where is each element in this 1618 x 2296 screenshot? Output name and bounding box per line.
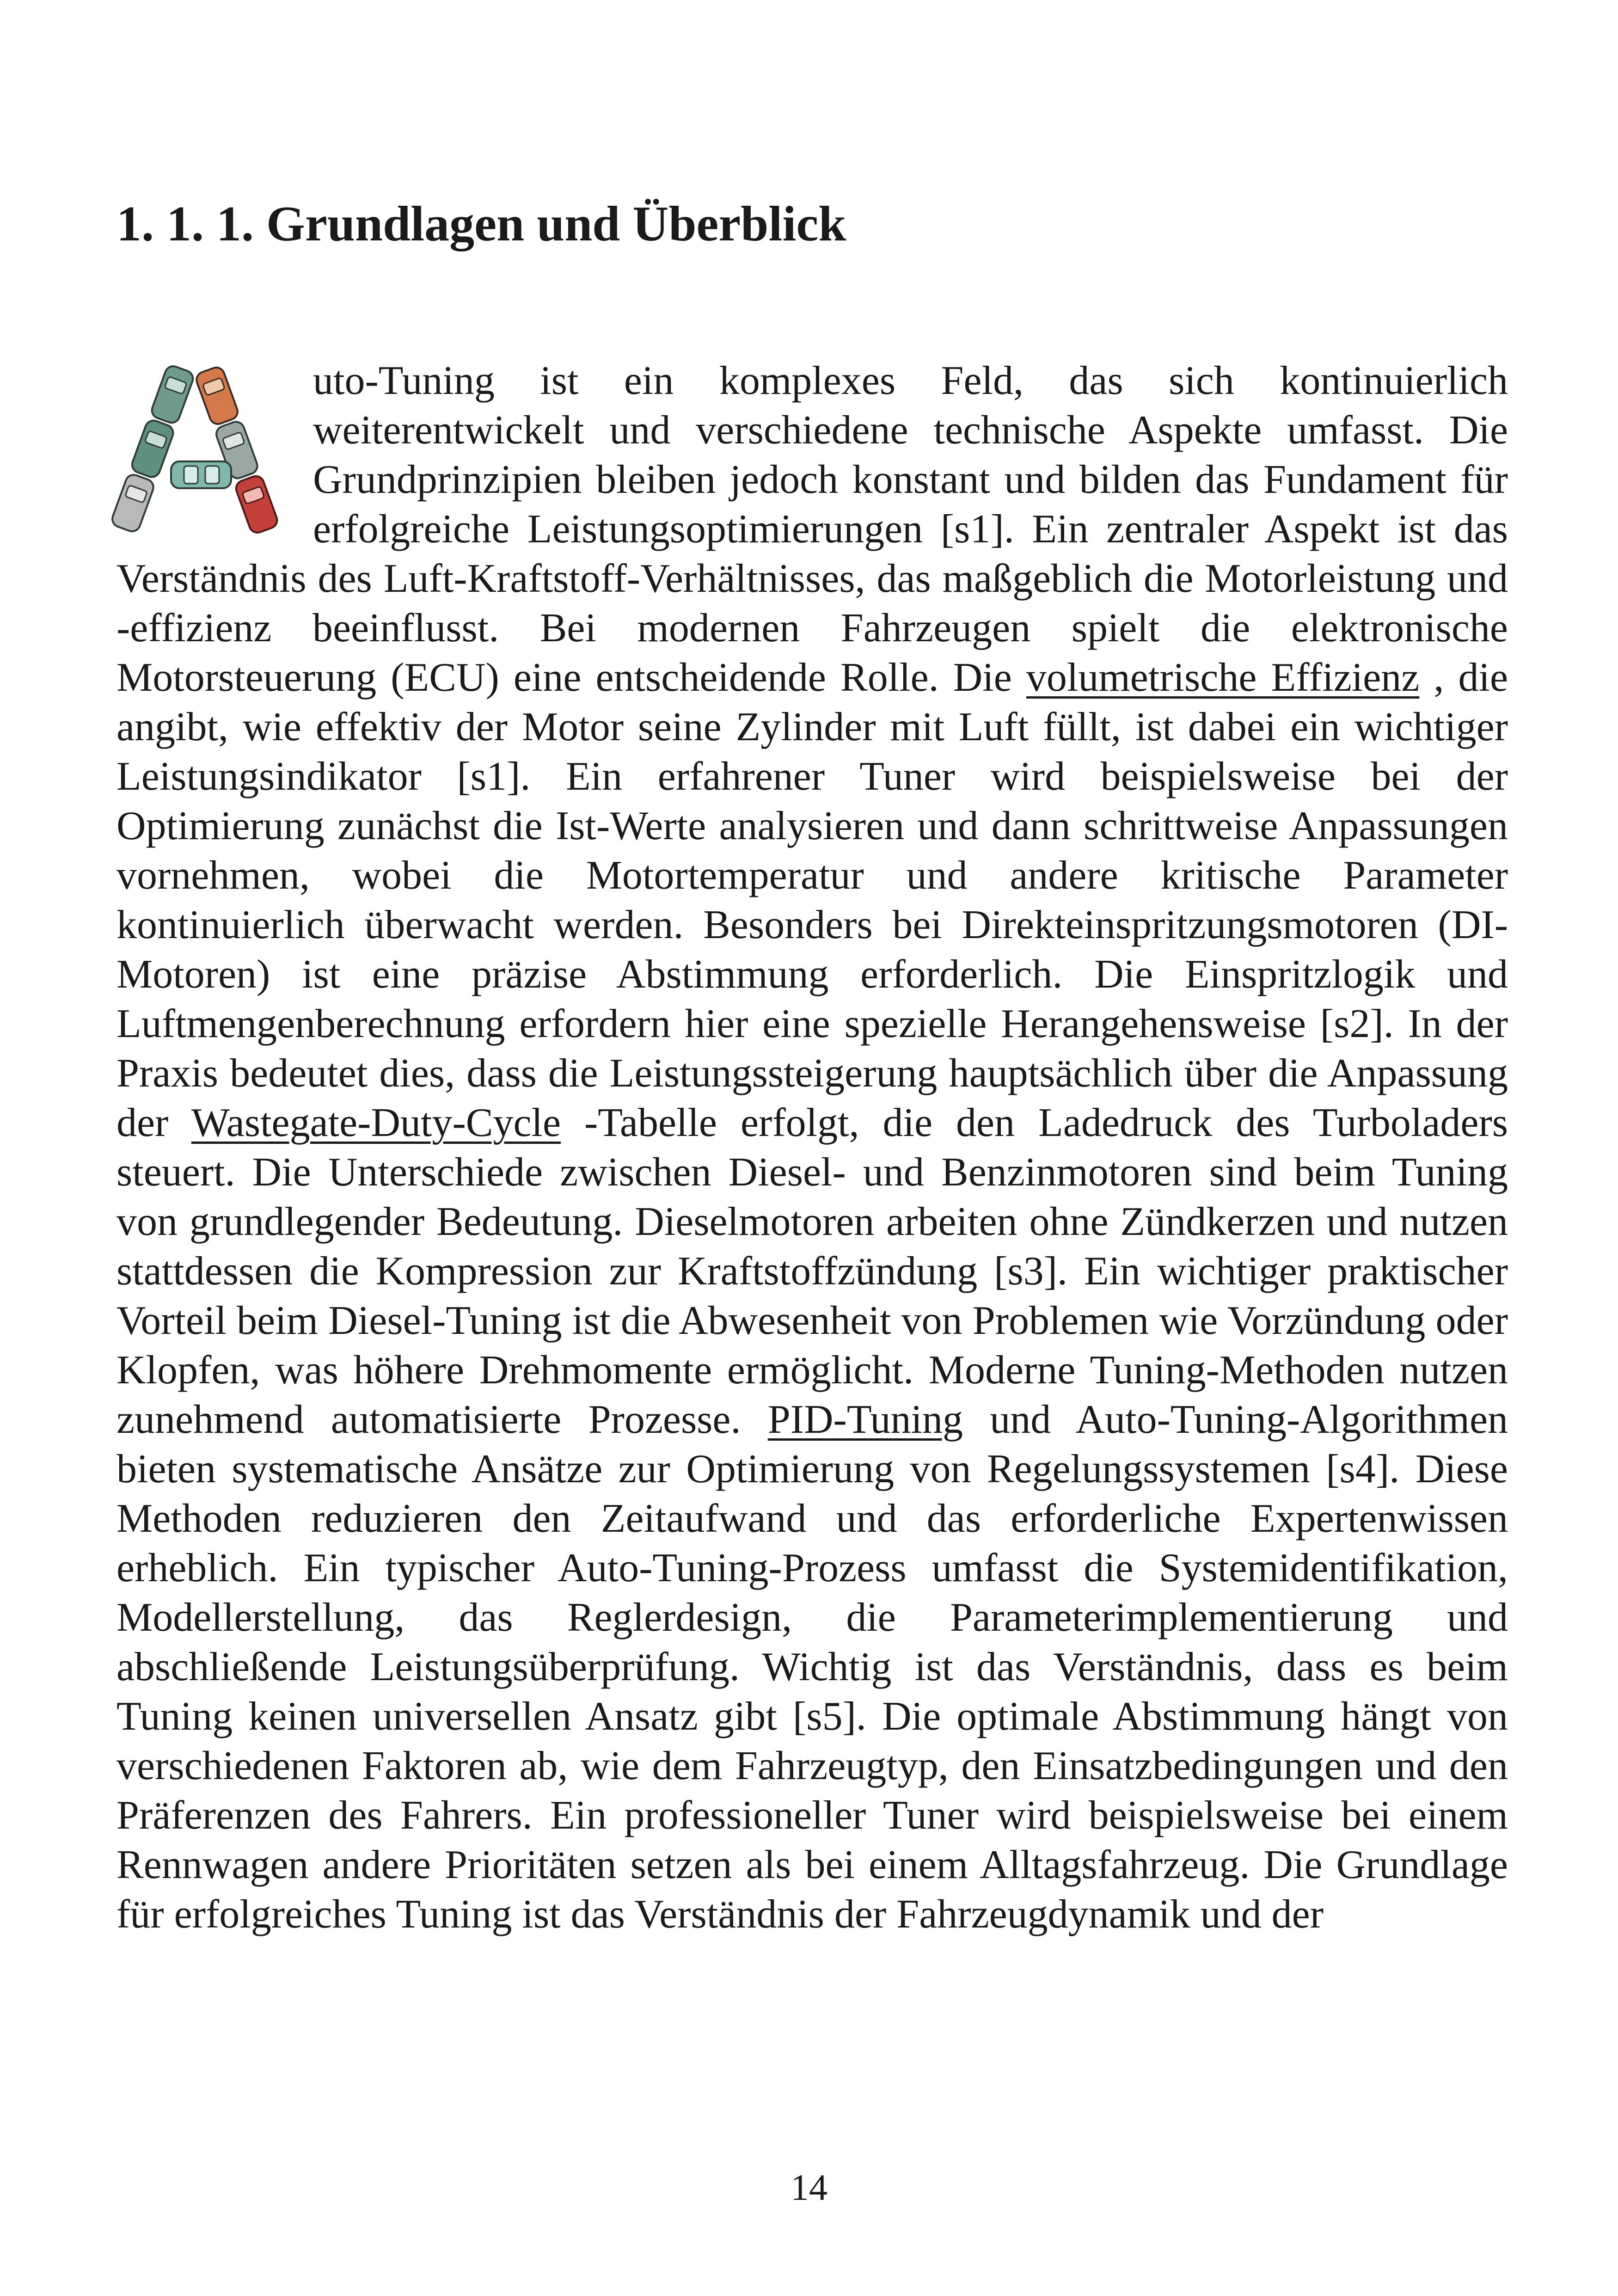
link-pid-tuning[interactable]: PID-Tuning bbox=[767, 1397, 963, 1442]
page-number: 14 bbox=[791, 2167, 827, 2208]
paragraph-text-2: , die angibt, wie effektiv der Motor seine Zylinder mit Luft füllt, ist dabei ein wichtiger Leistungsindikator [s1]. Ein erfahrener Tuner wird beispielsweise bei der Optimierung zunächst die Ist-Werte analysieren und dann schrittweise Anpassungen vornehmen, wobei die Motortemperatur und andere kritische Parameter kontinuierlich überwacht werden. Besonders bei Direkteinspritzungsmotoren (DI-Motoren) ist eine präzise Abstimmung erforderlich. Die Einspritzlogik und Luftmengenberechnung erfordern hier eine spezielle Herangehensweise [s2]. In der Praxis bedeutet dies, dass die Leistungssteigerung hauptsächlich über die Anpassung der bbox=[116, 655, 1508, 1145]
paragraph-text-4: und Auto-Tuning-Algorithmen bieten systematische Ansätze zur Optimierung von Regelungssystemen [s4]. Diese Methoden reduzieren den Zeitaufwand und das erforderliche Expertenwissen erheblich. Ein typischer Auto-Tuning-Prozess umfasst die Systemidentifikation, Modellerstellung, das Reglerdesign, die Parameterimplementierung und abschließende Leistungsüberprüfung. Wichtig ist das Verständnis, dass es beim Tuning keinen universellen Ansatz gibt [s5]. Die optimale Abstimmung hängt von verschiedenen Faktoren ab, wie dem Fahrzeugtyp, den Einsatzbedingungen und den Präferenzen des Fahrers. Ein professioneller Tuner wird beispielsweise bei einem Rennwagen andere Prioritäten setzen als bei einem Alltagsfahrzeug. Die Grundlage für erfolgreiches Tuning ist das Verständnis der Fahrzeugdynamik und der bbox=[116, 1397, 1508, 1937]
body-paragraph bbox=[116, 356, 1508, 1939]
paragraph-text-3: -Tabelle erfolgt, die den Ladedruck des Turboladers steuert. Die Unterschiede zwischen Diesel- und Benzinmotoren sind beim Tuning von grundlegender Bedeutung. Dieselmotoren arbeiten ohne Zündkerzen und nutzen stattdessen die Kompression zur Kraftstoffzündung [s3]. Ein wichtiger praktischer Vorteil beim Diesel-Tuning ist die Abwesenheit von Problemen wie Vorzündung oder Klopfen, was höhere Drehmomente ermöglicht. Moderne Tuning-Methoden nutzen zunehmend automatisierte Prozesse. bbox=[116, 1100, 1508, 1442]
link-volumetrische-effizienz[interactable]: volumetrische Effizienz bbox=[1026, 655, 1420, 700]
section-heading: 1. 1. 1. Grundlagen und Überblick bbox=[116, 196, 846, 252]
link-wastegate-duty-cycle[interactable]: Wastegate-Duty-Cycle bbox=[191, 1100, 561, 1145]
dropcap-spacer bbox=[116, 356, 313, 554]
paragraph-text-1: uto-Tuning ist ein komplexes Feld, das sich kontinuierlich weiterentwickelt und verschiedene technische Aspekte umfasst. Die Grundprinzipien bleiben jedoch konstant und bilden das Fundament für erfolgreiche Leistungsoptimierungen [s1]. Ein zentraler Aspekt ist das Verständnis des Luft-Kraftstoff-Verhältnisses, das maßgeblich die Motorleistung und -effizienz beeinflusst. Bei modernen Fahrzeugen spielt die elektronische Motorsteuerung (ECU) eine entscheidende Rolle. Die bbox=[116, 358, 1508, 700]
